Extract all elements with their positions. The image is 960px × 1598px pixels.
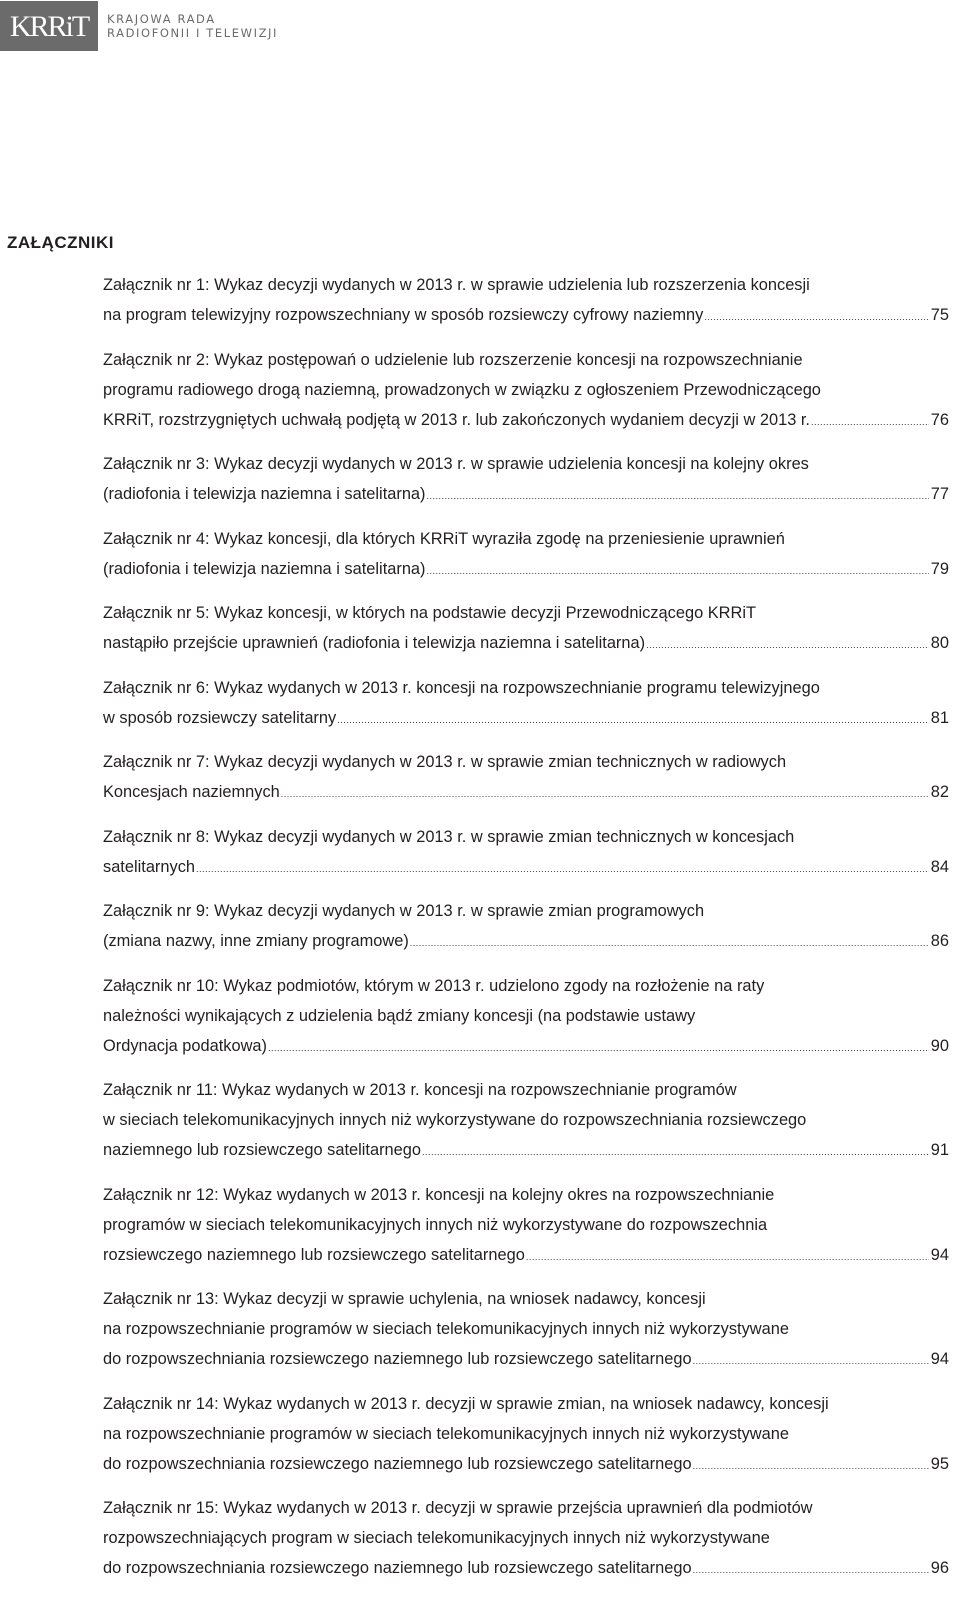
dot-leader: [410, 928, 929, 958]
toc-entry-text-line: do rozpowszechniania rozsiewczego naziemnego lub rozsiewczego satelitarnego: [103, 1559, 692, 1577]
section-title: ZAŁĄCZNIKI: [7, 233, 114, 252]
toc-entry-text-line: w sieciach telekomunikacyjnych innych niż wykorzystywane do rozpowszechniania rozsiewczego: [103, 1111, 807, 1129]
toc-page-number: 81: [930, 708, 949, 727]
toc-entry[interactable]: [103, 598, 949, 660]
toc-page-number: 86: [930, 932, 949, 950]
table-of-contents: [103, 270, 949, 1598]
toc-page-number: 94: [930, 1350, 949, 1368]
toc-entry-text-line: do rozpowszechniania rozsiewczego naziemnego lub rozsiewczego satelitarnego: [103, 1350, 692, 1368]
dot-leader: [281, 779, 929, 809]
toc-entry-last-line: [103, 926, 949, 958]
dot-leader: [422, 1137, 929, 1167]
toc-entry-last-line: [103, 777, 949, 809]
toc-entry-text-line: programu radiowego drogą naziemną, prowadzonych w związku z ogłoszeniem Przewodniczącego: [103, 380, 821, 399]
toc-entry-text-line: należności wynikających z udzielenia bądź zmiany koncesji (na podstawie ustawy: [103, 1006, 696, 1025]
dot-leader: [268, 1033, 929, 1063]
org-name-line-2: RADIOFONII I TELEWIZJI: [107, 26, 279, 40]
toc-entry-text-line: (zmiana nazwy, inne zmiany programowe): [103, 932, 409, 950]
dot-leader: [427, 556, 929, 586]
toc-entry-last-line: [103, 479, 949, 511]
toc-entry-text-line: Załącznik nr 10: Wykaz podmiotów, którym w 2013 r. udzielono zgody na rozłożenie na raty: [103, 976, 765, 995]
toc-page-number: 80: [930, 634, 949, 652]
toc-entry[interactable]: [103, 345, 949, 437]
toc-entry-text-line: rozsiewczego naziemnego lub rozsiewczego satelitarnego: [103, 1245, 525, 1264]
toc-entry-text-line: Załącznik nr 6: Wykaz wydanych w 2013 r. koncesji na rozpowszechnianie programu telewizyjnego: [103, 678, 820, 697]
toc-entry[interactable]: [103, 1493, 949, 1585]
toc-entry-text-line: Załącznik nr 9: Wykaz decyzji wydanych w 2013 r. w sprawie zmian programowych: [103, 902, 705, 920]
toc-page-number: 90: [930, 1036, 949, 1055]
dot-leader: [646, 630, 929, 660]
toc-entry[interactable]: [103, 1284, 949, 1376]
toc-entry-last-line: [103, 554, 949, 586]
toc-entry-last-line: [103, 1135, 949, 1167]
toc-entry-last-line: [103, 1553, 949, 1585]
toc-entry-last-line: [103, 300, 949, 332]
krrit-logo: [0, 1, 98, 51]
toc-entry-text-line: (radiofonia i telewizja naziemna i satelitarna): [103, 559, 426, 578]
toc-entry-text-line: programów w sieciach telekomunikacyjnych innych niż wykorzystywane do rozpowszechnia: [103, 1215, 768, 1234]
dot-leader: [196, 854, 929, 884]
toc-entry-text-line: satelitarnych: [103, 857, 196, 876]
toc-entry[interactable]: [103, 1389, 949, 1481]
dot-leader: [704, 302, 928, 332]
toc-page-number: 91: [930, 1141, 949, 1159]
header: [0, 0, 278, 52]
logo-text: KRRiT: [9, 10, 89, 43]
toc-entry-text-line: KRRiT, rozstrzygniętych uchwałą podjętą w 2013 r. lub zakończonych wydaniem decyzji w 2013 r.: [103, 410, 810, 429]
dot-leader: [693, 1555, 929, 1585]
toc-entry-text-line: na rozpowszechnianie programów w sieciach telekomunikacyjnych innych niż wykorzystywane: [103, 1424, 789, 1443]
toc-entry[interactable]: [103, 747, 949, 809]
toc-entry-text-line: Załącznik nr 4: Wykaz koncesji, dla których KRRiT wyraziła zgodę na przeniesienie uprawnień: [103, 529, 785, 548]
toc-entry-text-line: Załącznik nr 11: Wykaz wydanych w 2013 r. koncesji na rozpowszechnianie programów: [103, 1081, 737, 1099]
toc-entry[interactable]: [103, 971, 949, 1063]
dot-leader: [693, 1451, 929, 1481]
toc-page-number: 96: [930, 1559, 949, 1577]
toc-entry-text-line: Załącznik nr 7: Wykaz decyzji wydanych w 2013 r. w sprawie zmian technicznych w radiowych: [103, 753, 787, 771]
toc-entry-last-line: [103, 628, 949, 660]
dot-leader: [693, 1346, 929, 1376]
toc-entry[interactable]: [103, 449, 949, 511]
organization-name: [107, 12, 278, 40]
toc-page-number: 76: [930, 410, 949, 429]
toc-entry-text-line: Załącznik nr 2: Wykaz postępowań o udzielenie lub rozszerzenie koncesji na rozpowszechnianie: [103, 350, 803, 369]
toc-entry-last-line: [103, 1240, 949, 1272]
toc-page-number: 94: [930, 1245, 949, 1264]
toc-entry-text-line: nastąpiło przejście uprawnień (radiofonia i telewizja naziemna i satelitarna): [103, 634, 646, 652]
toc-entry-text-line: Załącznik nr 13: Wykaz decyzji w sprawie uchylenia, na wniosek nadawcy, koncesji: [103, 1290, 706, 1308]
toc-page-number: 77: [930, 485, 949, 503]
toc-entry-text-line: Ordynacja podatkowa): [103, 1036, 267, 1055]
dot-leader: [337, 705, 929, 735]
toc-entry-last-line: [103, 1031, 949, 1063]
toc-entry-last-line: [103, 405, 949, 437]
toc-entry[interactable]: [103, 270, 949, 332]
toc-entry-text-line: Załącznik nr 1: Wykaz decyzji wydanych w 2013 r. w sprawie udzielenia lub rozszerzenia koncesji: [103, 276, 810, 294]
toc-entry-text-line: na rozpowszechnianie programów w sieciach telekomunikacyjnych innych niż wykorzystywane: [103, 1320, 789, 1338]
toc-entry[interactable]: [103, 896, 949, 958]
toc-entry[interactable]: [103, 524, 949, 586]
krrit-logo-mark: [3, 9, 95, 43]
toc-entry[interactable]: [103, 1075, 949, 1167]
toc-page-number: 84: [930, 857, 949, 876]
dot-leader: [526, 1242, 929, 1272]
toc-entry-text-line: Załącznik nr 8: Wykaz decyzji wydanych w 2013 r. w sprawie zmian technicznych w koncesjach: [103, 827, 795, 846]
toc-entry-last-line: [103, 852, 949, 884]
toc-entry-text-line: Załącznik nr 12: Wykaz wydanych w 2013 r. koncesji na kolejny okres na rozpowszechnianie: [103, 1185, 775, 1204]
toc-entry-text-line: Załącznik nr 5: Wykaz koncesji, w których na podstawie decyzji Przewodniczącego KRRiT: [103, 604, 757, 622]
org-name-line-1: KRAJOWA RADA: [107, 12, 216, 26]
toc-entry-text-line: rozpowszechniających program w sieciach telekomunikacyjnych innych niż wykorzystywane: [103, 1529, 770, 1547]
dot-leader: [427, 481, 929, 511]
toc-entry-last-line: [103, 703, 949, 735]
toc-entry-text-line: na program telewizyjny rozpowszechniany w sposób rozsiewczy cyfrowy naziemny: [103, 306, 704, 324]
toc-entry-text-line: Załącznik nr 15: Wykaz wydanych w 2013 r. decyzji w sprawie przejścia uprawnień dla podmiotów: [103, 1499, 813, 1517]
toc-entry-text-line: (radiofonia i telewizja naziemna i satelitarna): [103, 485, 426, 503]
toc-entry-text-line: Koncesjach naziemnych: [103, 783, 280, 801]
toc-entry-last-line: [103, 1344, 949, 1376]
toc-entry-text-line: do rozpowszechniania rozsiewczego naziemnego lub rozsiewczego satelitarnego: [103, 1454, 692, 1473]
toc-entry[interactable]: [103, 1180, 949, 1272]
toc-entry-text-line: Załącznik nr 3: Wykaz decyzji wydanych w 2013 r. w sprawie udzielenia koncesji na kolejny okres: [103, 455, 809, 473]
dot-leader: [811, 407, 929, 437]
toc-entry-text-line: w sposób rozsiewczy satelitarny: [103, 708, 337, 727]
toc-entry-text-line: naziemnego lub rozsiewczego satelitarnego: [103, 1141, 421, 1159]
toc-entry-last-line: [103, 1449, 949, 1481]
toc-page-number: 95: [930, 1454, 949, 1473]
toc-page-number: 75: [930, 306, 949, 324]
toc-entry[interactable]: [103, 673, 949, 735]
toc-page-number: 79: [930, 559, 949, 578]
toc-page-number: 82: [930, 783, 949, 801]
toc-entry-text-line: Załącznik nr 14: Wykaz wydanych w 2013 r. decyzji w sprawie zmian, na wniosek nadawcy, koncesji: [103, 1394, 829, 1413]
toc-entry[interactable]: [103, 822, 949, 884]
